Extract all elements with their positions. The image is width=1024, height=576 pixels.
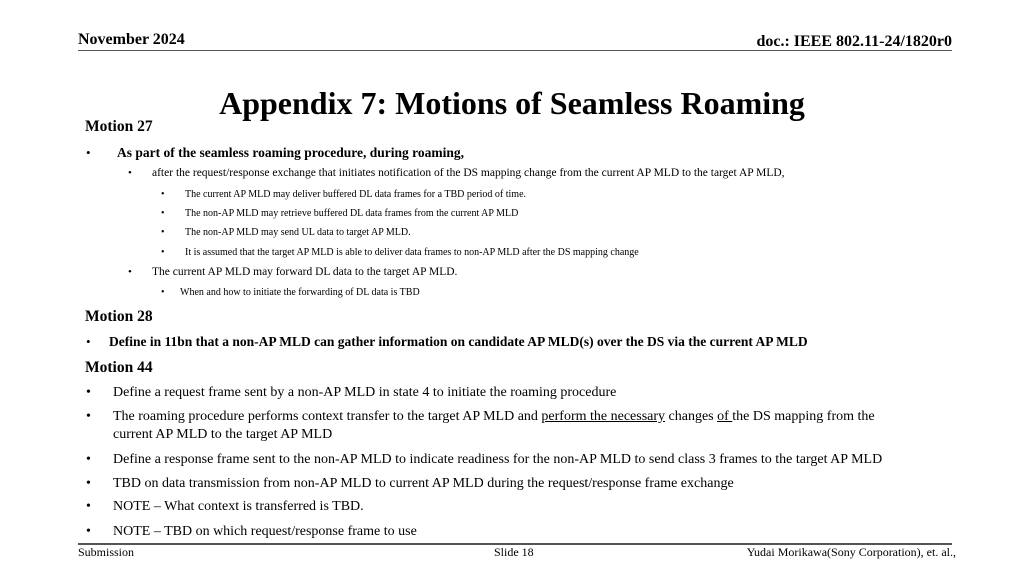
text: changes: [665, 409, 718, 424]
footer-author: Yudai Morikawa(Sony Corporation), et. al.,: [746, 545, 956, 559]
bullet: •: [86, 499, 91, 514]
header-date: November 2024: [78, 31, 185, 48]
motion-27-l3: The non-AP MLD may retrieve buffered DL data frames from the current AP MLD: [185, 208, 519, 219]
motion-27-heading: Motion 27: [85, 118, 153, 135]
bullet: •: [86, 145, 91, 160]
bullet: •: [86, 452, 91, 467]
header-rule: [78, 50, 952, 51]
motion-44-item: NOTE – TBD on which request/response frame to use: [113, 524, 417, 539]
motion-44-item-cont: current AP MLD to the target AP MLD: [113, 427, 333, 442]
motion-27-l2a: after the request/response exchange that initiates notification of the DS mapping change from the current AP MLD to the target AP MLD,: [152, 167, 785, 179]
bullet: •: [86, 385, 91, 400]
header-doc: doc.: IEEE 802.11-24/1820r0: [756, 33, 952, 50]
bullet: •: [128, 266, 132, 278]
bullet: •: [86, 524, 91, 539]
bullet: •: [161, 287, 165, 298]
motion-44-item: Define a response frame sent to the non-AP MLD to indicate readiness for the non-AP MLD to send class 3 frames to the target AP MLD: [113, 452, 883, 467]
motion-27-l3: The non-AP MLD may send UL data to target AP MLD.: [185, 227, 411, 238]
motion-28-heading: Motion 28: [85, 308, 153, 325]
underlined-text: perform the necessary: [541, 409, 666, 424]
footer-left: Submission: [78, 545, 135, 559]
motion-44-item: TBD on data transmission from non-AP MLD to current AP MLD during the request/response frame exchange: [113, 476, 734, 491]
bullet: •: [86, 476, 91, 491]
footer-slide-number: Slide 18: [494, 545, 534, 559]
motion-27-l1: As part of the seamless roaming procedure, during roaming,: [117, 145, 464, 160]
page-title: Appendix 7: Motions of Seamless Roaming: [219, 85, 805, 121]
text: the DS mapping from the: [732, 409, 875, 424]
bullet: •: [161, 208, 165, 219]
motion-27-l3: The current AP MLD may deliver buffered DL data frames for a TBD period of time.: [185, 189, 527, 200]
motion-44-item: NOTE – What context is transferred is TBD.: [113, 499, 364, 514]
bullet: •: [161, 227, 165, 238]
motion-44-item: [113, 410, 875, 424]
bullet: •: [161, 189, 165, 200]
motion-28-item: Define in 11bn that a non-AP MLD can gather information on candidate AP MLD(s) over the DS via the current AP MLD: [109, 334, 808, 349]
bullet: •: [86, 334, 91, 349]
motion-27-l3b: When and how to initiate the forwarding of DL data is TBD: [180, 287, 420, 298]
underlined-text: of: [717, 409, 733, 424]
bullet: •: [86, 409, 91, 424]
motion-27-l3: It is assumed that the target AP MLD is able to deliver data frames to non-AP MLD after the DS mapping change: [185, 247, 639, 258]
motion-44-item: Define a request frame sent by a non-AP MLD in state 4 to initiate the roaming procedure: [113, 385, 617, 400]
bullet: •: [128, 167, 132, 179]
bullet: •: [161, 247, 165, 258]
text: The roaming procedure performs context transfer to the target AP MLD and: [113, 409, 542, 424]
motion-27-l2b: The current AP MLD may forward DL data to the target AP MLD.: [152, 266, 458, 278]
motion-44-heading: Motion 44: [85, 359, 153, 376]
